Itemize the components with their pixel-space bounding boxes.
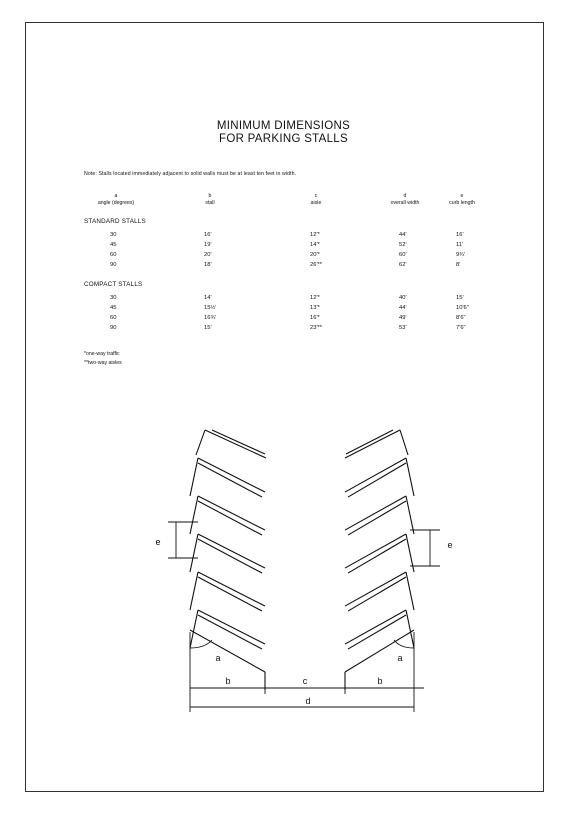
- stall-divider-inner: [348, 539, 406, 573]
- stall-divider-inner: [348, 615, 406, 649]
- stall-back-edge: [406, 458, 414, 496]
- table-cell: 23'**: [310, 325, 323, 331]
- stall-divider: [345, 458, 406, 492]
- stall-divider: [198, 572, 265, 606]
- table-cell: 52': [399, 242, 407, 248]
- table-cell: 60': [399, 252, 407, 258]
- column-label: overall width: [390, 199, 420, 206]
- stall-back-edge: [190, 610, 198, 648]
- table-cell: 30: [110, 232, 117, 238]
- stall-back-edge: [406, 572, 414, 610]
- table-cell: 44': [399, 232, 407, 238]
- table-cell: 14'*: [310, 242, 320, 248]
- table-cell: 30: [110, 295, 117, 301]
- stall-divider-inner: [348, 463, 406, 497]
- table-cell: 8'6": [456, 315, 466, 321]
- column-letter: c: [314, 193, 318, 199]
- stall-back-edge: [190, 572, 198, 610]
- stall-divider-inner: [348, 501, 406, 535]
- table-cell: 18': [204, 262, 212, 268]
- footnote: **two-way aisles: [84, 360, 122, 366]
- table-cell: 19': [204, 242, 212, 248]
- column-label: aisle: [310, 199, 322, 206]
- table-cell: 20': [204, 252, 212, 258]
- stall-divider: [345, 496, 406, 530]
- stall-back-edge: [196, 430, 205, 455]
- table-cell: 7'6": [456, 325, 466, 331]
- stall-divider: [190, 630, 265, 672]
- table-cell: 44': [399, 305, 407, 311]
- left-stall-row: [190, 430, 266, 690]
- column-letter: a: [114, 193, 118, 199]
- stall-divider: [205, 430, 266, 458]
- angle-arc-left: [190, 640, 212, 648]
- stall-divider: [345, 630, 414, 672]
- table-cell: 26'**: [310, 262, 323, 268]
- stall-divider: [198, 534, 265, 568]
- table-cell: 13'*: [310, 305, 320, 311]
- page-title-line-2: FOR PARKING STALLS: [219, 133, 348, 145]
- stall-back-edge: [190, 534, 198, 572]
- stall-divider: [198, 610, 265, 644]
- stall-divider: [198, 458, 265, 492]
- dimension-label-a: a: [215, 653, 221, 663]
- table-cell: 15': [204, 325, 212, 331]
- section-title: STANDARD STALLS: [84, 218, 146, 225]
- stall-divider-inner: [348, 577, 406, 611]
- table-cell: 62': [399, 262, 407, 268]
- dimension-label-e: e: [155, 537, 161, 547]
- stall-back-edge: [190, 458, 198, 496]
- stall-divider: [345, 430, 400, 458]
- table-cell: 12'*: [310, 232, 320, 238]
- footnote: *one-way traffic: [84, 351, 120, 357]
- table-cell: 10'6": [456, 305, 469, 311]
- stall-divider-inner: [198, 539, 262, 573]
- column-label: curb length: [449, 199, 475, 206]
- stall-divider: [345, 572, 406, 606]
- stall-divider: [198, 496, 265, 530]
- column-label: stall: [205, 199, 215, 206]
- column-letter: d: [403, 193, 407, 199]
- table-cell: 90: [110, 325, 117, 331]
- column-letter: e: [460, 193, 464, 199]
- angle-arc-right: [394, 640, 414, 648]
- table-cell: 16'*: [310, 315, 320, 321]
- stall-back-edge: [190, 496, 198, 534]
- section-title: COMPACT STALLS: [84, 281, 143, 288]
- dimension-label-b: b: [377, 676, 383, 686]
- table-cell: 16¾': [204, 315, 217, 321]
- stall-back-edge: [406, 610, 414, 648]
- table-cell: 60: [110, 252, 117, 258]
- table-cell: 8': [456, 262, 461, 268]
- dimension-label-c: c: [302, 676, 308, 686]
- table-cell: 11': [456, 242, 464, 248]
- table-cell: 45: [110, 242, 117, 248]
- table-note: Note: Stalls located immediately adjacent to solid walls must be at least ten feet in width.: [84, 171, 297, 177]
- table-cell: 15': [456, 295, 464, 301]
- table-cell: 90: [110, 262, 117, 268]
- stall-divider: [345, 534, 406, 568]
- column-label: angle (degrees): [97, 199, 135, 206]
- table-cell: 16': [456, 232, 464, 238]
- dimension-label-d: d: [305, 696, 311, 706]
- stall-divider-inner: [198, 577, 262, 611]
- stall-back-edge: [400, 430, 408, 455]
- stall-divider-inner: [212, 430, 265, 454]
- page-title-line-1: MINIMUM DIMENSIONS: [216, 120, 351, 132]
- table-cell: 45: [110, 305, 117, 311]
- table-cell: 16': [204, 232, 212, 238]
- table-cell: 15½': [204, 305, 217, 311]
- table-cell: 20'*: [310, 252, 320, 258]
- stall-divider-inner: [198, 463, 262, 497]
- stall-back-edge: [406, 496, 414, 534]
- table-cell: 12'*: [310, 295, 320, 301]
- stall-divider-inner: [198, 501, 262, 535]
- table-cell: 53': [399, 325, 407, 331]
- table-cell: 49': [399, 315, 407, 321]
- stall-divider-inner: [346, 430, 393, 454]
- stall-divider: [345, 610, 406, 644]
- dimension-label-b: b: [225, 676, 231, 686]
- table-cell: 14': [204, 295, 212, 301]
- dimension-label-e: e: [447, 540, 453, 550]
- column-letter: b: [208, 193, 212, 199]
- dimension-label-a: a: [397, 653, 403, 663]
- table-cell: 9¾': [456, 252, 466, 258]
- right-stall-row: [345, 430, 414, 690]
- table-cell: 60: [110, 315, 117, 321]
- table-cell: 40': [399, 295, 407, 301]
